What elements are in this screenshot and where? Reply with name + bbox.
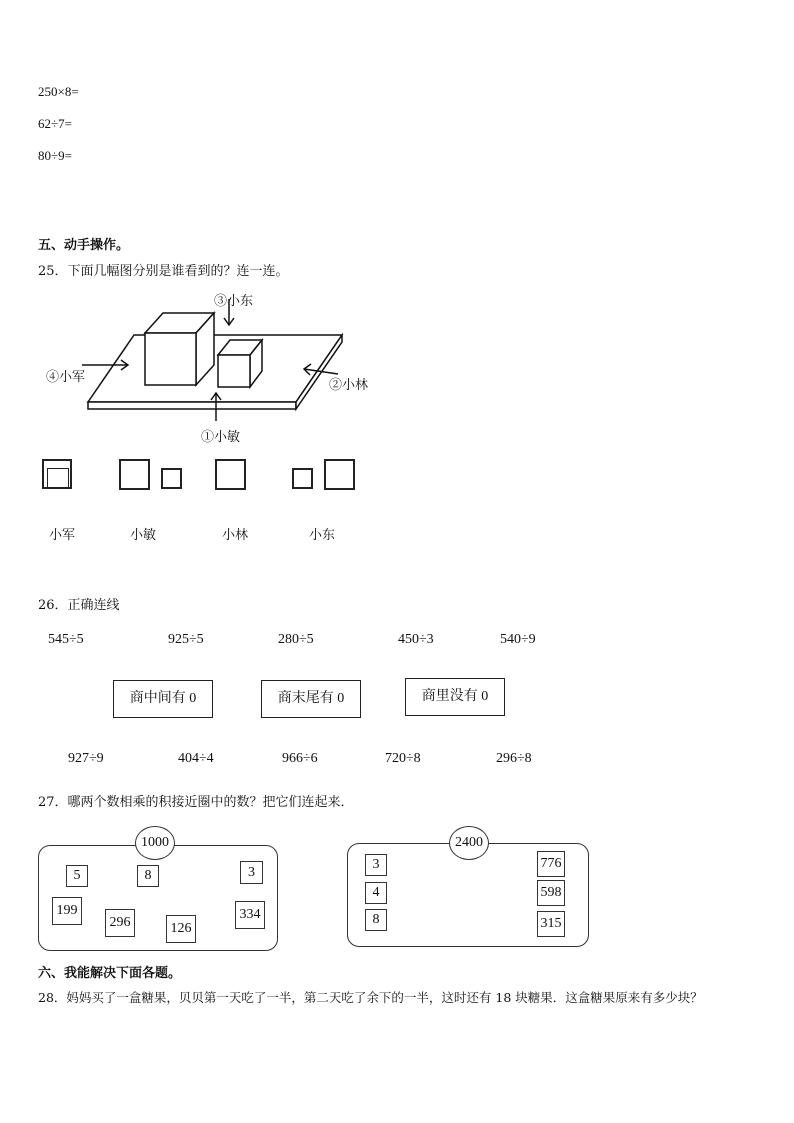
q28-text: 28．妈妈买了一盒糖果，贝贝第一天吃了一半，第二天吃了余下的一半，这时还有 18 块糖果．这盒糖果原来有多少块？: [38, 990, 703, 1005]
label-xiaodong-view: ③小东: [214, 294, 254, 309]
right-number-3: 3: [365, 854, 387, 876]
right-target-circle: 2400: [449, 826, 489, 860]
section5-title: 五、动手操作。: [38, 238, 130, 253]
left-number-8: 8: [137, 865, 159, 887]
view-option-3: [215, 459, 246, 490]
left-number-5: 5: [66, 865, 88, 887]
left-target-circle: 1000: [135, 826, 175, 860]
box-zero-end: 商末尾有 0: [261, 680, 361, 718]
view-option-2-small: [161, 468, 182, 489]
top-expr-1: 545÷5: [48, 632, 84, 647]
q27-text: 27．哪两个数相乘的积接近圈中的数？把它们连起来．: [38, 795, 354, 810]
left-number-296: 296: [105, 909, 135, 937]
view-option-4-big: [324, 459, 355, 490]
top-expr-3: 280÷5: [278, 632, 314, 647]
name-xiaomin: 小敏: [130, 528, 157, 543]
top-expr-4: 450÷3: [398, 632, 434, 647]
top-expr-5: 540÷9: [500, 632, 536, 647]
box-zero-middle: 商中间有 0: [113, 680, 213, 718]
bottom-expr-4: 720÷8: [385, 751, 421, 766]
left-number-334: 334: [235, 901, 265, 929]
right-number-8: 8: [365, 909, 387, 931]
q26-text: 26．正确连线: [38, 598, 120, 613]
bottom-expr-5: 296÷8: [496, 751, 532, 766]
bottom-expr-2: 404÷4: [178, 751, 214, 766]
label-xiaojun-view: ④小军: [46, 370, 86, 385]
left-number-3: 3: [240, 861, 263, 884]
name-xiaolin: 小林: [222, 528, 249, 543]
label-xiaomin-view: ①小敏: [201, 430, 241, 445]
view-option-4-small: [292, 468, 313, 489]
right-number-4: 4: [365, 882, 387, 904]
view-option-1-inner: [47, 468, 69, 489]
name-xiaojun: 小军: [49, 528, 76, 543]
right-number-598: 598: [537, 880, 565, 906]
top-expr-2: 925÷5: [168, 632, 204, 647]
bottom-expr-1: 927÷9: [68, 751, 104, 766]
view-option-2-big: [119, 459, 150, 490]
label-xiaolin-view: ②小林: [329, 378, 369, 393]
left-number-199: 199: [52, 897, 82, 925]
right-number-315: 315: [537, 911, 565, 937]
calc-line-2: 62÷7=: [38, 116, 72, 131]
section6-title: 六、我能解决下面各题。: [38, 966, 182, 981]
box-no-zero: 商里没有 0: [405, 678, 505, 716]
bottom-expr-3: 966÷6: [282, 751, 318, 766]
q25-text: 25．下面几幅图分别是谁看到的？连一连。: [38, 264, 289, 279]
left-number-126: 126: [166, 915, 196, 943]
right-number-776: 776: [537, 851, 565, 877]
name-xiaodong: 小东: [309, 528, 336, 543]
calc-line-3: 80÷9=: [38, 148, 72, 163]
calc-line-1: 250×8=: [38, 84, 79, 99]
